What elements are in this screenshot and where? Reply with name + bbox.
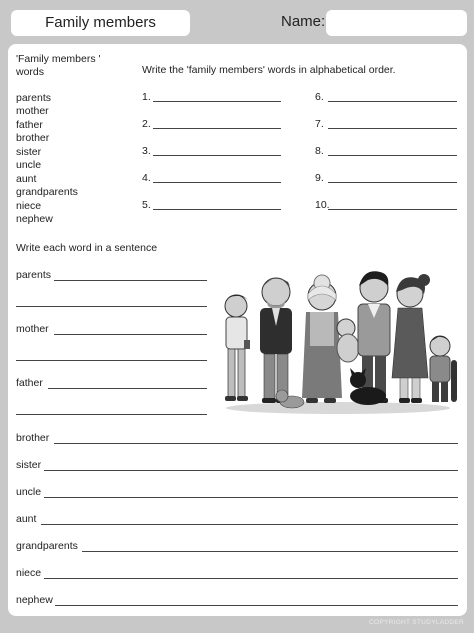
word-list-item: parents — [16, 92, 52, 104]
sentence-line[interactable] — [44, 497, 458, 498]
copyright-text: COPYRIGHT STUDYLADDER — [368, 619, 464, 626]
answer-number: 9. — [315, 172, 324, 184]
sentence-line[interactable] — [54, 334, 207, 335]
word-list-heading: 'Family members ' — [16, 53, 101, 65]
answer-line[interactable] — [328, 155, 457, 156]
alphabetical-instruction: Write the 'family members' words in alphabetical order. — [142, 64, 396, 76]
mother-figure — [392, 274, 430, 403]
answer-line[interactable] — [328, 182, 457, 183]
answer-line[interactable] — [328, 128, 457, 129]
answer-line[interactable] — [153, 155, 281, 156]
answer-line[interactable] — [153, 182, 281, 183]
sentence-line[interactable] — [16, 414, 207, 415]
answer-number: 5. — [142, 199, 151, 211]
sentence-label: sister — [16, 459, 42, 471]
answer-number: 3. — [142, 145, 151, 157]
worksheet-title: Family members — [45, 14, 156, 31]
sentence-label: father — [16, 377, 43, 389]
word-list-heading-2: words — [16, 66, 45, 78]
grandmother-figure — [302, 275, 342, 403]
name-field[interactable] — [326, 10, 467, 36]
sentence-label: mother — [16, 323, 49, 335]
name-label: Name: — [281, 13, 326, 30]
answer-number: 7. — [315, 118, 324, 130]
answer-line[interactable] — [153, 128, 281, 129]
sentence-line[interactable] — [16, 306, 207, 307]
word-list-item: father — [16, 119, 43, 131]
answer-line[interactable] — [328, 209, 457, 210]
answer-number: 1. — [142, 91, 151, 103]
word-list-item: uncle — [16, 159, 42, 171]
answer-number: 6. — [315, 91, 324, 103]
sentence-line[interactable] — [55, 605, 458, 606]
word-list-item: aunt — [16, 173, 37, 185]
title-box — [11, 10, 190, 36]
sentence-label: nephew — [16, 594, 53, 606]
sentence-line[interactable] — [44, 470, 458, 471]
sentence-line[interactable] — [44, 578, 458, 579]
sentence-label: grandparents — [16, 540, 78, 552]
answer-line[interactable] — [153, 101, 281, 102]
sentence-label: niece — [16, 567, 42, 579]
worksheet-sheet — [8, 44, 467, 616]
sentence-label: parents — [16, 269, 52, 281]
family-group-illustration-icon — [218, 228, 458, 418]
sentence-line[interactable] — [54, 280, 207, 281]
sentence-instruction: Write each word in a sentence — [16, 242, 158, 254]
sentence-label: uncle — [16, 486, 42, 498]
sentence-line[interactable] — [48, 388, 207, 389]
answer-number: 8. — [315, 145, 324, 157]
sentence-line[interactable] — [41, 524, 458, 525]
sentence-label: brother — [16, 432, 50, 444]
word-list-item: mother — [16, 105, 49, 117]
word-list-item: sister — [16, 146, 42, 158]
boy-right-figure — [430, 336, 457, 402]
answer-number: 4. — [142, 172, 151, 184]
answer-number: 2. — [142, 118, 151, 130]
grandfather-figure — [260, 278, 292, 403]
sentence-line[interactable] — [16, 360, 207, 361]
word-list-item: nephew — [16, 213, 53, 225]
word-list-item: grandparents — [16, 186, 78, 198]
boy-left-figure — [225, 294, 250, 401]
sentence-line[interactable] — [82, 551, 458, 552]
answer-number: 10. — [315, 199, 330, 211]
word-list-item: brother — [16, 132, 50, 144]
sentence-line[interactable] — [54, 443, 458, 444]
word-list-item: niece — [16, 200, 42, 212]
answer-line[interactable] — [153, 209, 281, 210]
baby-figure — [337, 319, 359, 362]
sentence-label: aunt — [16, 513, 37, 525]
answer-line[interactable] — [328, 101, 457, 102]
